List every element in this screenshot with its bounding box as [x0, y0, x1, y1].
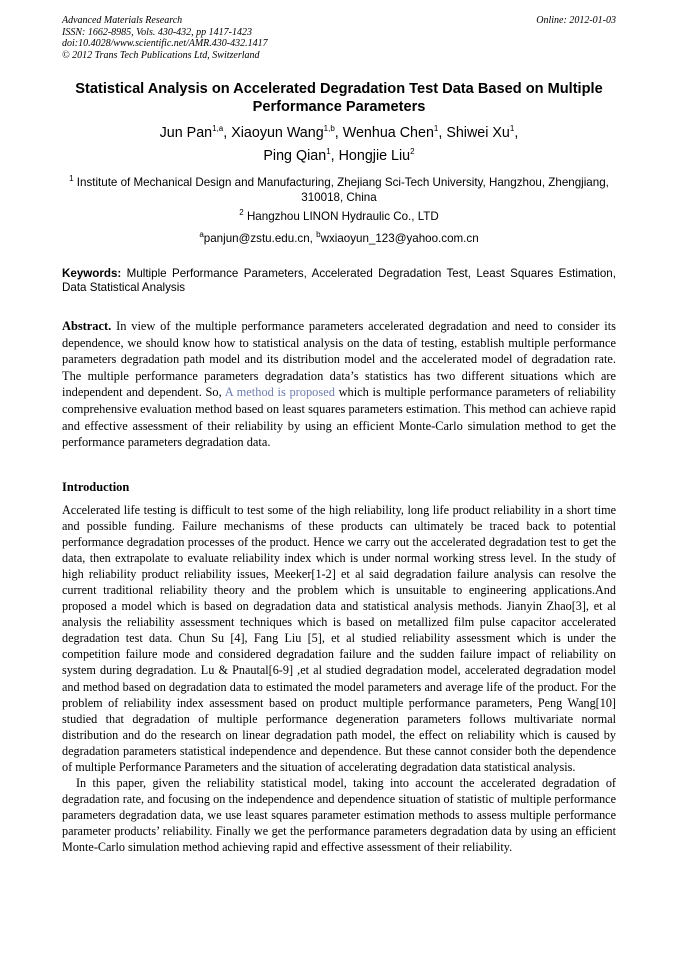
journal-header — [62, 15, 616, 61]
abstract-text-2: which is multiple performance parameters of reliability comprehensive evaluation method based on least squares parameters estimation. This method can achieve rapid and effective assessment of their reliability by using an efficient Monte-Carlo simulation method to get the performance parameters degradation data. — [62, 385, 616, 450]
email-a: panjun@zstu.edu.cn, — [203, 232, 313, 245]
author-name: Xiaoyun Wang — [231, 125, 324, 141]
affiliation-sup: 1 — [69, 174, 74, 184]
online-date: Online: 2012-01-03 — [536, 15, 616, 26]
keywords-label: Keywords: — [62, 267, 122, 280]
author-sup: 1 — [433, 124, 439, 134]
author-name: Shiwei Xu — [446, 125, 510, 141]
journal-issn: ISSN: 1662-8985, Vols. 430-432, pp 1417-1423 — [62, 26, 252, 38]
author-name: Hongjie Liu — [338, 148, 411, 164]
abstract-highlight: A method is proposed — [224, 385, 335, 400]
keywords-block — [62, 267, 616, 296]
journal-name: Advanced Materials Research — [62, 15, 183, 26]
author-sup: 1 — [326, 147, 331, 157]
author-sup: 1,b — [323, 124, 335, 134]
email-sup: b — [316, 230, 321, 240]
intro-paragraph-1: Accelerated life testing is difficult to test some of the high reliability, long life product reliability in a short time and possible funding. Failure mechanisms of these products can ultimately be traced back to potential performance degradation processes of the product. Hence we carry out the accelerated degradation test to get the data, then extrapolate to evaluate reliability index which is under normal working stress level. In the study of high reliability product reliability issues, Meeker[1-2] et al said degradation failure analysis can resolve the current traditional reliability theory and the problem which is unsuitable to engineering applications.And proposed a model which is based on degradation data and statistical analysis methods. Jianyin Zhao[3], et al analysis the reliability assessment techniques which is based on metallized film pulse capacitor accelerated degradation test data. Chun Su [4], Fang Liu [5], et al studied reliability assessment which is under the competition failure mode and considered degradation failure and the sudden failure impact of reliability on system during degradation. Lu & Pnautal[6-9] ,et al studied degradation model, accelerated degradation model and method based on degradation data to estimated the model parameters and average life of the product. For the problem of reliability index assessment based on product multiple performance parameters, Peng Wang[10] studied that degradation of multiple performance degeneration parameters follows multivariate normal distribution and do the research on linear degradation path model, the effect on reliability which is caused by degradation parameters statistical independence and dependence. But these cannot consider both the dependence of multiple Performance Parameters and the situation of accelerating degradation data statistical analysis. — [62, 503, 616, 774]
abstract-block — [62, 318, 616, 451]
introduction-body — [62, 502, 616, 855]
author-name: Ping Qian — [263, 148, 327, 164]
email-sup: a — [199, 230, 204, 240]
affiliation-2 — [62, 210, 616, 225]
author-sup: 1 — [509, 124, 515, 134]
journal-copyright: © 2012 Trans Tech Publications Ltd, Switzerland — [62, 49, 260, 61]
intro-paragraph-2: In this paper, given the reliability statistical model, taking into account the accelerated degradation of degradation rate, and focusing on the independence and dependence situation of statistic of multiple performance parameters degradation data, we use least squares parameter estimation methods to assess multiple performance parameter products’ reliability. Finally we get the performance parameters degradation data by using an efficient Monte-Carlo simulation method achieving rapid and effective assessment of their reliability. — [62, 775, 616, 854]
affiliation-text: Hangzhou LINON Hydraulic Co., LTD — [246, 210, 439, 223]
email-b: wxiaoyun_123@yahoo.com.cn — [320, 232, 479, 245]
affiliation-text: Institute of Mechanical Design and Manufacturing, Zhejiang Sci-Tech University, Hangzhou, Zhengjiang, 310018, China — [76, 176, 609, 204]
author-line-2: Ping Qian$^1$, Hongjie Liu$^2$ — [263, 147, 415, 164]
journal-doi: doi:10.4028/www.scientific.net/AMR.430-432.1417 — [62, 38, 268, 49]
introduction-heading: Introduction — [62, 480, 130, 494]
author-sup: 1,a — [212, 124, 224, 134]
author-sup: 2 — [410, 147, 415, 157]
affiliation-1 — [62, 176, 616, 205]
affiliation-sup: 2 — [239, 208, 244, 218]
author-name: Jun Pan — [159, 125, 213, 141]
author-line-1: Jun Pan$^{1,a}$, Xiaoyun Wang$^{1,b}$, Wenhua Chen$^1$, Shiwei Xu$^1$, — [159, 124, 519, 141]
author-emails — [62, 232, 616, 247]
paper-title: Statistical Analysis on Accelerated Degradation Test Data Based on Multiple Performance Parameters — [75, 81, 603, 115]
author-name: Wenhua Chen — [342, 125, 434, 141]
abstract-text: In view of the multiple performance parameters accelerated degradation and need to consider its dependence, we should know how to statistical analysis on the data of testing, establish multiple performance parameters degradation path model and its distribution model and the accelerated model of degradation rate. The multiple performance parameters degradation data’s statistics has two different situations which are independent and dependent. So, — [62, 319, 616, 400]
keywords-text: Multiple Performance Parameters, Accelerated Degradation Test, Least Squares Estimation, Data Statistical Analysis — [62, 267, 616, 295]
abstract-label: Abstract. — [62, 319, 112, 333]
author-list — [62, 122, 616, 168]
